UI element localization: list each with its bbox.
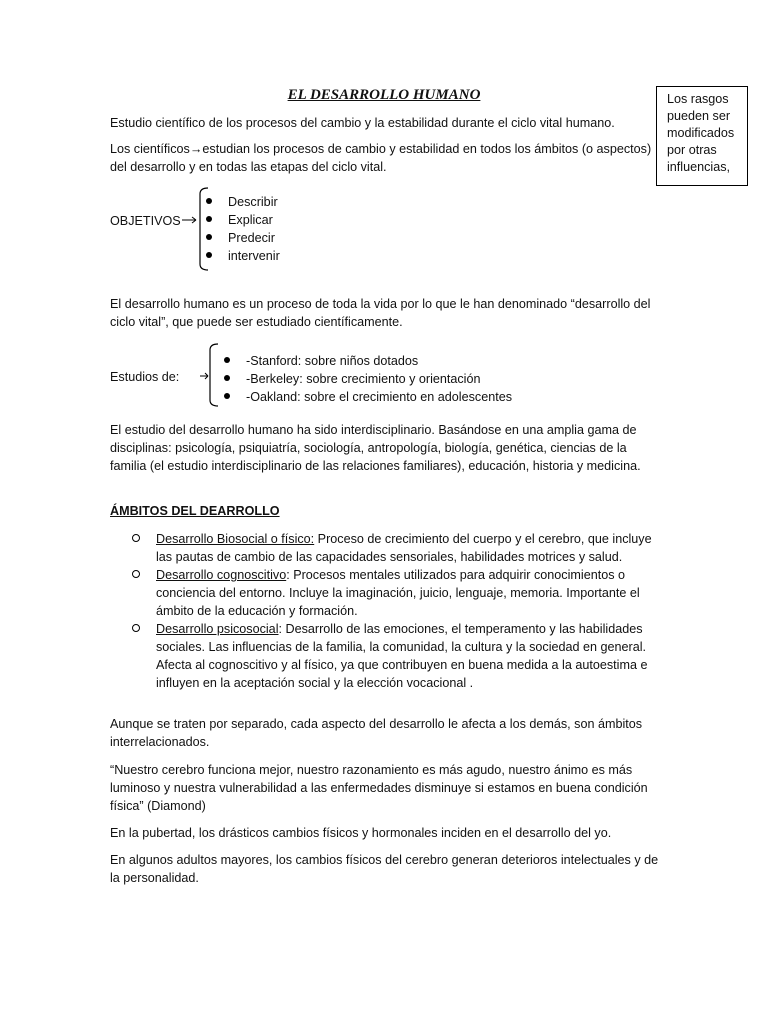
document-title: EL DESARROLLO HUMANO xyxy=(287,87,481,103)
list-item: Desarrollo cognoscitivo: Procesos mentales utilizados para adquirir conocimientos o conciencia del entorno. Incluye la imaginación, juicio, lenguaje, memoria. Importante el ámbito de la educación y formación. xyxy=(132,566,660,620)
diamond-quote: “Nuestro cerebro funciona mejor, nuestro razonamiento es más agudo, nuestro ánimo es más luminoso y nuestra vulnerabilidad a las enfermedades disminuye si estamos en buena condición física” (Diamond) xyxy=(110,763,648,813)
ambitos-list xyxy=(132,530,660,692)
cientificos-lead: Los científicos xyxy=(110,142,190,156)
bullet-icon xyxy=(224,393,230,399)
arrow-right-icon: → xyxy=(189,142,203,156)
side-note-box: Los rasgos pueden ser modificados por otras influencias, xyxy=(656,86,748,186)
bullet-icon xyxy=(224,357,230,363)
list-item: Explicar xyxy=(204,211,280,229)
bullet-icon xyxy=(206,216,212,222)
bullet-icon xyxy=(206,252,212,258)
intro-paragraph: Estudio científico de los procesos del cambio y la estabilidad durante el ciclo vital humano. xyxy=(110,116,615,130)
list-item: intervenir xyxy=(204,247,280,265)
list-item: Predecir xyxy=(204,229,280,247)
bullet-icon xyxy=(224,375,230,381)
ciclo-vital-paragraph: El desarrollo humano es un proceso de toda la vida por lo que le han denominado “desarrollo del ciclo vital”, que puede ser estudiado científicamente. xyxy=(110,297,651,329)
interdisciplinario-paragraph: El estudio del desarrollo humano ha sido interdisciplinario. Basándose en una amplia gama de disciplinas: psicología, psiquiatría, sociología, antropología, biología, genética, ciencias de la familia (el estudio interdisciplinario de las relaciones familiares), educación, historia y medicina. xyxy=(110,423,641,473)
list-item: -Berkeley: sobre crecimiento y orientación xyxy=(222,370,512,388)
objetivos-label: OBJETIVOS xyxy=(110,214,181,228)
objetivos-list xyxy=(204,193,280,265)
list-item: -Stanford: sobre niños dotados xyxy=(222,352,512,370)
circle-bullet-icon xyxy=(132,534,140,542)
list-item: -Oakland: sobre el crecimiento en adolescentes xyxy=(222,388,512,406)
list-item: Desarrollo psicosocial: Desarrollo de las emociones, el temperamento y las habilidades sociales. Las influencias de la familia, la comunidad, la cultura y la sociedad en general. Afecta al cognoscitivo y al físico, ya que contribuyen en buena medida a la autoestima e influyen en la aceptación social y la elección vocacional . xyxy=(132,620,660,692)
circle-bullet-icon xyxy=(132,570,140,578)
interrelacionados-paragraph: Aunque se traten por separado, cada aspecto del desarrollo le afecta a los demás, son ámbitos interrelacionados. xyxy=(110,717,643,749)
ambitos-heading: ÁMBITOS DEL DEARROLLO xyxy=(110,504,280,518)
circle-bullet-icon xyxy=(132,624,140,632)
bullet-icon xyxy=(206,234,212,240)
cientificos-paragraph xyxy=(110,140,660,176)
estudios-list xyxy=(222,352,512,406)
estudios-label: Estudios de: xyxy=(110,370,180,384)
list-item: Describir xyxy=(204,193,280,211)
adultos-paragraph: En algunos adultos mayores, los cambios físicos del cerebro generan deterioros intelectuales y de la personalidad. xyxy=(110,853,659,885)
pubertad-paragraph: En la pubertad, los drásticos cambios físicos y hormonales inciden en el desarrollo del yo. xyxy=(110,826,612,840)
bullet-icon xyxy=(206,198,212,204)
cientificos-rest: estudian los procesos de cambio y estabilidad en todos los ámbitos (o aspectos) del desarrollo y en todas las etapas del ciclo vital. xyxy=(110,142,652,174)
list-item: Desarrollo Biosocial o físico: Proceso de crecimiento del cuerpo y el cerebro, que incluye las pautas de cambio de las capacidades sensoriales, habilidades motrices y salud. xyxy=(132,530,660,566)
